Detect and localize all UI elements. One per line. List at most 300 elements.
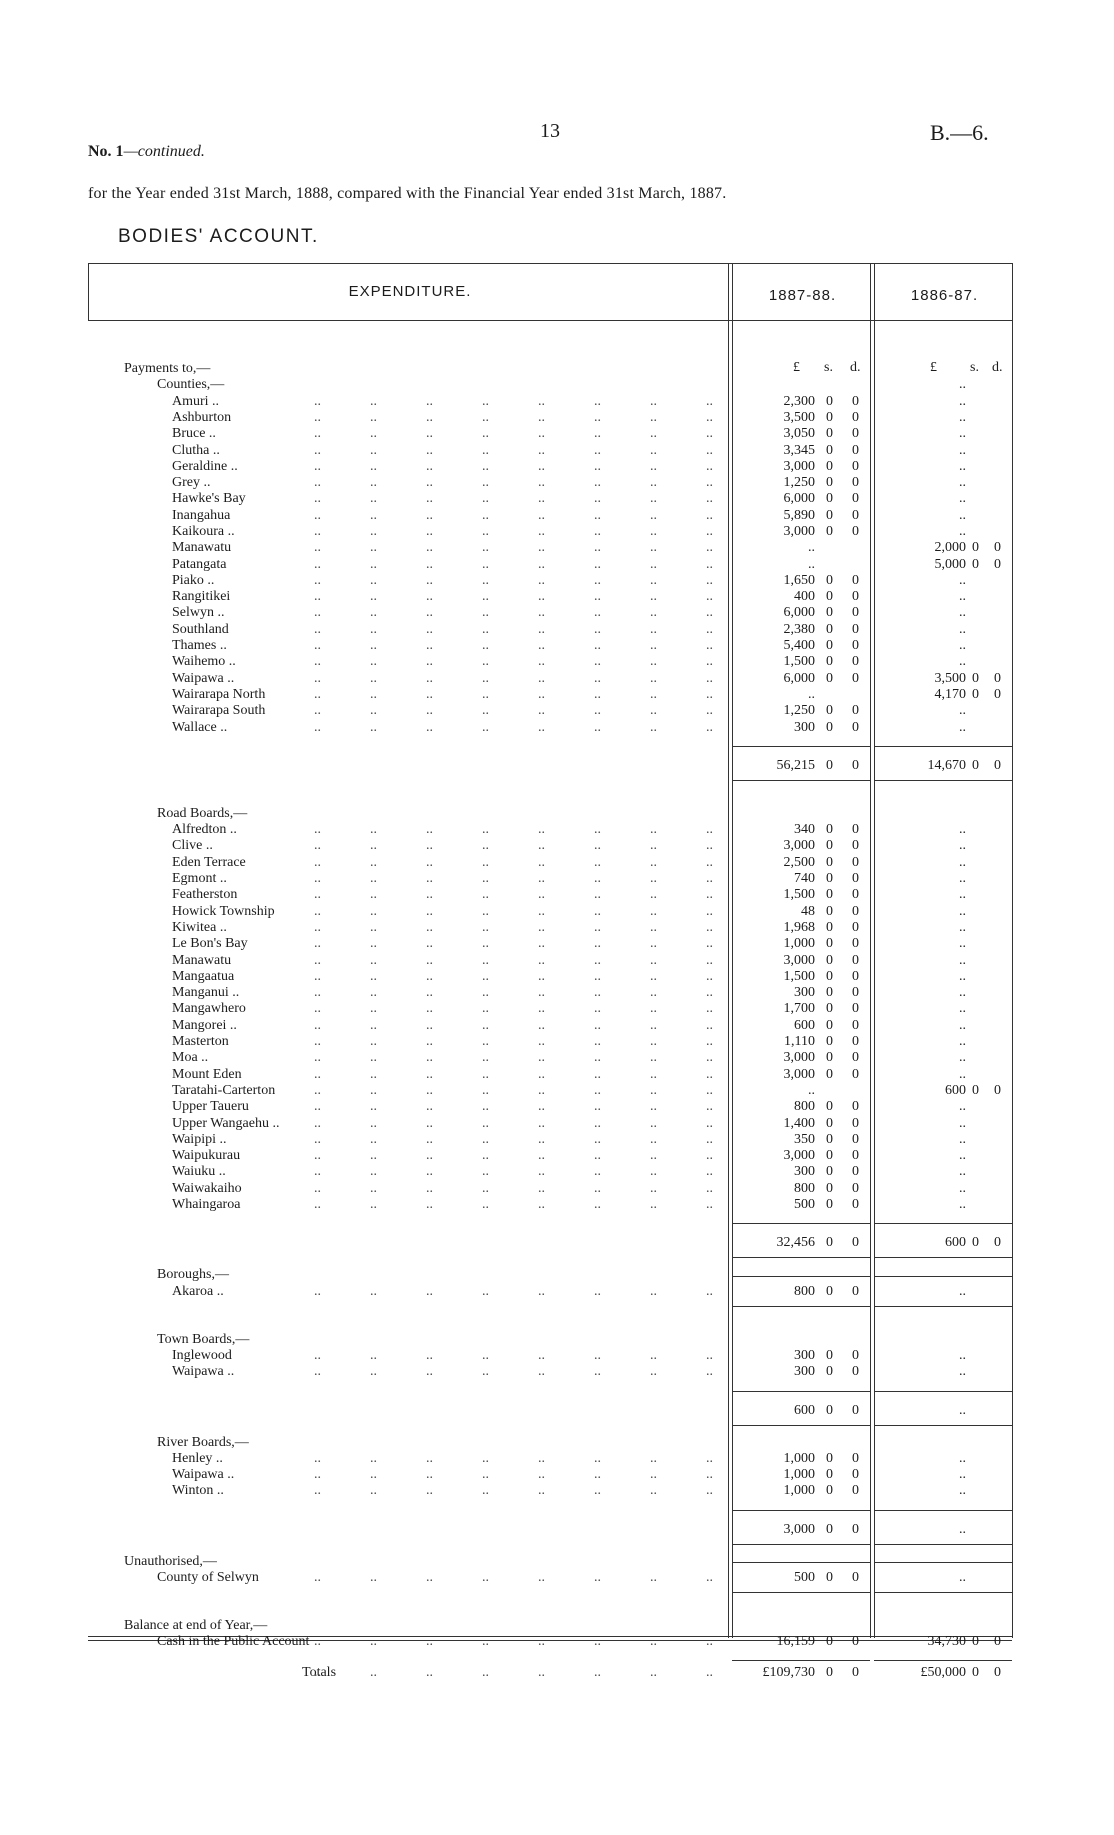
amount-1887-pounds: 1,000 <box>783 936 815 951</box>
amount-1887-pounds: 48 <box>801 904 815 919</box>
leader-dots <box>314 671 720 687</box>
amount-1887-pence: 0 <box>852 410 859 425</box>
subtotal-rule <box>732 1223 870 1224</box>
row-label: Alfredton .. <box>172 822 237 837</box>
amount-1887-pounds: 3,000 <box>783 838 815 853</box>
amount-1886-pounds: .. <box>959 1483 966 1498</box>
unit-shilling-2: s. <box>970 360 979 375</box>
table-row <box>0 1034 1114 1050</box>
amount-1887-shillings: 0 <box>826 638 833 653</box>
amount-1886-pounds: .. <box>959 1197 966 1212</box>
row-label: Kaikoura .. <box>172 524 235 539</box>
continued-word: —continued. <box>123 143 205 160</box>
amount-1886-pounds: 34,730 <box>927 1634 966 1649</box>
unit-pence-1: d. <box>850 360 861 375</box>
amount-1886-shillings: 0 <box>972 687 979 702</box>
row-label: Grey .. <box>172 475 211 490</box>
amount-1887-shillings: 0 <box>826 589 833 604</box>
leader-dots <box>314 524 720 540</box>
row-label: Egmont .. <box>172 871 227 886</box>
amount-1887-pounds: 1,000 <box>783 1467 815 1482</box>
row-label: Waipukurau <box>172 1148 241 1163</box>
amount-1887-pounds: .. <box>808 540 815 555</box>
table-row <box>0 887 1114 903</box>
row-label: Road Boards,— <box>157 806 248 821</box>
amount-1887-pence: 0 <box>852 1451 859 1466</box>
row-label: Piako .. <box>172 573 215 588</box>
subtotal-under-rule <box>874 1425 1012 1426</box>
amount-1887-pounds: 340 <box>794 822 815 837</box>
table-row <box>0 1099 1114 1115</box>
row-label: Cash in the Public Account <box>157 1634 310 1649</box>
amount-1886-pounds: .. <box>959 573 966 588</box>
amount-1886-pounds: .. <box>959 1181 966 1196</box>
leader-dots <box>314 720 720 736</box>
table-row <box>0 1050 1114 1066</box>
amount-1887-pence: 0 <box>852 1050 859 1065</box>
amount-1886-pounds: .. <box>959 936 966 951</box>
amount-1887-pounds: 2,500 <box>783 855 815 870</box>
subtotal-row <box>0 1522 1114 1538</box>
amount-1887-pounds: 2,380 <box>783 622 815 637</box>
row-label: Waipawa .. <box>172 671 235 686</box>
amount-1887-pence: 0 <box>852 1164 859 1179</box>
leader-dots <box>314 573 720 589</box>
amount-1887-shillings: 0 <box>826 887 833 902</box>
document-reference: B.—6. <box>930 120 989 145</box>
amount-1887-pounds: 16,159 <box>776 1634 815 1649</box>
amount-1886-pounds: .. <box>959 1148 966 1163</box>
amount-1887-pence: 0 <box>852 838 859 853</box>
row-label: Bruce .. <box>172 426 216 441</box>
table-row <box>0 1164 1114 1180</box>
table-row <box>0 654 1114 670</box>
table-row <box>0 1018 1114 1034</box>
table-row <box>0 720 1114 736</box>
subtitle: for the Year ended 31st March, 1888, compared with the Financial Year ended 31st March, 1887. <box>88 185 727 202</box>
amount-1887-shillings: 0 <box>826 1522 833 1537</box>
amount-1887-shillings: 0 <box>826 573 833 588</box>
amount-1887-pounds: 1,500 <box>783 969 815 984</box>
amount-1887-pounds: 3,000 <box>783 1522 815 1537</box>
amount-1886-pounds: .. <box>959 953 966 968</box>
amount-1886-pounds: .. <box>959 589 966 604</box>
table-row <box>0 1148 1114 1164</box>
leader-dots <box>314 1018 720 1034</box>
row-label: Boroughs,— <box>157 1267 229 1282</box>
row-label: Winton .. <box>172 1483 224 1498</box>
row-label: Inangahua <box>172 508 231 523</box>
table-row <box>0 1001 1114 1017</box>
amount-1886-pounds: .. <box>959 605 966 620</box>
row-label: Selwyn .. <box>172 605 225 620</box>
table-row <box>0 1116 1114 1132</box>
table-left-rule <box>88 263 89 320</box>
amount-1886-pounds: .. <box>959 622 966 637</box>
table-row <box>0 985 1114 1001</box>
row-label: Payments to,— <box>124 361 211 376</box>
amount-1887-pence: 0 <box>852 871 859 886</box>
amount-1887-pounds: 3,000 <box>783 459 815 474</box>
leader-dots <box>314 443 720 459</box>
row-label: Clutha .. <box>172 443 220 458</box>
amount-1887-pounds: 3,050 <box>783 426 815 441</box>
table-row <box>0 969 1114 985</box>
amount-1886-pounds: .. <box>959 1116 966 1131</box>
row-label: Howick Township <box>172 904 275 919</box>
subtotal-under-rule <box>732 1592 870 1593</box>
continued-heading <box>88 143 205 161</box>
amount-1886-pounds: .. <box>959 426 966 441</box>
amount-1887-shillings: 0 <box>826 1451 833 1466</box>
amount-1886-pounds: .. <box>959 871 966 886</box>
amount-1887-pounds: 300 <box>794 1348 815 1363</box>
amount-1886-pounds: .. <box>959 1001 966 1016</box>
amount-1887-pence: 0 <box>852 887 859 902</box>
amount-1887-pence: 0 <box>852 671 859 686</box>
table-row <box>0 1451 1114 1467</box>
row-label: Rangitikei <box>172 589 231 604</box>
table-row <box>0 1083 1114 1099</box>
amount-1887-pence: 0 <box>852 953 859 968</box>
amount-1887-pounds: 300 <box>794 1164 815 1179</box>
amount-1886-pounds: .. <box>959 838 966 853</box>
amount-1887-pence: 0 <box>852 720 859 735</box>
amount-1886-pounds: 3,500 <box>934 671 966 686</box>
amount-1887-pence: 0 <box>852 1364 859 1379</box>
leader-dots <box>314 475 720 491</box>
row-label: Waipawa .. <box>172 1467 235 1482</box>
amount-1887-pence: 0 <box>852 1197 859 1212</box>
row-label: Unauthorised,— <box>124 1554 217 1569</box>
continued-number: No. 1 <box>88 143 124 160</box>
leader-dots <box>314 871 720 887</box>
amount-1887-shillings: 0 <box>826 1483 833 1498</box>
unit-pound-2: £ <box>930 360 937 375</box>
leader-dots <box>314 1050 720 1066</box>
subtotal-rule <box>874 1391 1012 1392</box>
amount-1887-pence: 0 <box>852 1403 859 1418</box>
leader-dots <box>314 1665 720 1681</box>
leader-dots <box>314 557 720 573</box>
amount-1887-pence: 0 <box>852 573 859 588</box>
amount-1886-pounds: .. <box>959 524 966 539</box>
amount-1887-pounds: 5,890 <box>783 508 815 523</box>
amount-1887-shillings: 0 <box>826 855 833 870</box>
amount-1887-pounds: 800 <box>794 1099 815 1114</box>
leader-dots <box>314 904 720 920</box>
subtotal-under-rule <box>732 1544 870 1545</box>
table-row <box>0 1332 1114 1348</box>
amount-1887-pence: 0 <box>852 1467 859 1482</box>
subtotal-under-rule <box>874 1257 1012 1258</box>
amount-1886-pounds: .. <box>959 1284 966 1299</box>
amount-1887-pounds: 1,250 <box>783 703 815 718</box>
table-row <box>0 1618 1114 1634</box>
amount-1887-shillings: 0 <box>826 491 833 506</box>
amount-1887-pence: 0 <box>852 622 859 637</box>
amount-1886-shillings: 0 <box>972 1634 979 1649</box>
amount-1887-pence: 0 <box>852 1348 859 1363</box>
amount-1887-pence: 0 <box>852 1116 859 1131</box>
amount-1886-pence: 0 <box>994 557 1001 572</box>
row-label: County of Selwyn <box>157 1570 259 1585</box>
amount-1887-shillings: 0 <box>826 671 833 686</box>
row-label: Wairarapa South <box>172 703 266 718</box>
table-row <box>0 1348 1114 1364</box>
amount-1887-pence: 0 <box>852 1148 859 1163</box>
table-row <box>0 671 1114 687</box>
amount-1887-pence: 0 <box>852 1181 859 1196</box>
amount-1887-pence: 0 <box>852 703 859 718</box>
amount-1887-pounds: 800 <box>794 1181 815 1196</box>
amount-1887-pence: 0 <box>852 1067 859 1082</box>
leader-dots <box>314 1001 720 1017</box>
subtotal-under-rule <box>874 1592 1012 1593</box>
amount-1887-pence: 0 <box>852 855 859 870</box>
subtotal-rule <box>732 1510 870 1511</box>
amount-1887-shillings: 0 <box>826 936 833 951</box>
amount-1887-pounds: 350 <box>794 1132 815 1147</box>
amount-1887-pounds: 300 <box>794 1364 815 1379</box>
amount-1887-shillings: 0 <box>826 1164 833 1179</box>
amount-1887-shillings: 0 <box>826 1067 833 1082</box>
header-year-1887-88: 1887-88. <box>768 287 837 304</box>
amount-1887-shillings: 0 <box>826 904 833 919</box>
leader-dots <box>314 1164 720 1180</box>
leader-dots <box>314 459 720 475</box>
amount-1887-shillings: 0 <box>826 1284 833 1299</box>
amount-1887-shillings: 0 <box>826 459 833 474</box>
table-row <box>0 524 1114 540</box>
amount-1886-pounds: 600 <box>945 1083 966 1098</box>
row-label: Waipawa .. <box>172 1364 235 1379</box>
amount-1886-pence: 0 <box>994 1083 1001 1098</box>
leader-dots <box>314 855 720 871</box>
amount-1887-shillings: 0 <box>826 985 833 1000</box>
amount-1886-shillings: 0 <box>972 1235 979 1250</box>
amount-1887-pounds: 300 <box>794 720 815 735</box>
table-row <box>0 904 1114 920</box>
table-row <box>0 953 1114 969</box>
amount-1886-pounds: .. <box>959 1132 966 1147</box>
amount-1887-pence: 0 <box>852 508 859 523</box>
leader-dots <box>314 1483 720 1499</box>
amount-1887-pounds: 3,500 <box>783 410 815 425</box>
subtotal-under-rule <box>732 780 870 781</box>
amount-1886-pounds: .. <box>959 703 966 718</box>
leader-dots <box>314 410 720 426</box>
amount-1887-pence: 0 <box>852 1018 859 1033</box>
amount-1886-shillings: 0 <box>972 1665 979 1680</box>
leader-dots <box>314 605 720 621</box>
amount-1887-shillings: 0 <box>826 1403 833 1418</box>
leader-dots <box>314 687 720 703</box>
amount-1887-shillings: 0 <box>826 524 833 539</box>
amount-1886-pounds: .. <box>959 1364 966 1379</box>
amount-1886-pounds: .. <box>959 1034 966 1049</box>
amount-1887-shillings: 0 <box>826 1348 833 1363</box>
amount-1887-pence: 0 <box>852 1570 859 1585</box>
amount-1887-pence: 0 <box>852 1522 859 1537</box>
section-title: BODIES' ACCOUNT. <box>118 226 319 247</box>
row-label: Featherston <box>172 887 238 902</box>
amount-1886-pounds: .. <box>959 443 966 458</box>
table-row <box>0 920 1114 936</box>
row-label: Waihemo .. <box>172 654 236 669</box>
table-row <box>0 589 1114 605</box>
amount-1887-pounds: 1,700 <box>783 1001 815 1016</box>
amount-1887-shillings: 0 <box>826 1364 833 1379</box>
amount-1887-shillings: 0 <box>826 953 833 968</box>
row-label: Taratahi-Carterton <box>172 1083 276 1098</box>
amount-1886-pounds: .. <box>959 822 966 837</box>
amount-1887-shillings: 0 <box>826 1665 833 1680</box>
subtotal-row <box>0 1235 1114 1251</box>
amount-1887-shillings: 0 <box>826 720 833 735</box>
amount-1887-shillings: 0 <box>826 1116 833 1131</box>
amount-1887-shillings: 0 <box>826 838 833 853</box>
leader-dots <box>314 589 720 605</box>
table-row <box>0 394 1114 410</box>
leader-dots <box>314 1364 720 1380</box>
amount-1886-pounds: £50,000 <box>920 1665 966 1680</box>
amount-1887-pence: 0 <box>852 904 859 919</box>
row-label: Whaingaroa <box>172 1197 241 1212</box>
unit-pence-2: d. <box>992 360 1003 375</box>
amount-1887-pence: 0 <box>852 475 859 490</box>
boxed-top-rule <box>874 1562 1012 1563</box>
table-row <box>0 491 1114 507</box>
amount-1887-shillings: 0 <box>826 1034 833 1049</box>
amount-1887-pence: 0 <box>852 605 859 620</box>
table-row <box>0 1467 1114 1483</box>
subtotal-under-rule <box>732 1306 870 1307</box>
amount-1887-shillings: 0 <box>826 1570 833 1585</box>
amount-1887-shillings: 0 <box>826 1467 833 1482</box>
leader-dots <box>314 1451 720 1467</box>
amount-1887-pence: 0 <box>852 459 859 474</box>
amount-1886-pounds: .. <box>959 887 966 902</box>
amount-1887-shillings: 0 <box>826 1050 833 1065</box>
row-label: Henley .. <box>172 1451 223 1466</box>
amount-1887-shillings: 0 <box>826 920 833 935</box>
amount-1886-pounds: .. <box>959 491 966 506</box>
leader-dots <box>314 491 720 507</box>
table-row <box>0 557 1114 573</box>
amount-1887-shillings: 0 <box>826 1099 833 1114</box>
boxed-top-rule <box>732 1276 870 1277</box>
table-row <box>0 622 1114 638</box>
amount-1887-shillings: 0 <box>826 822 833 837</box>
subtotal-rule <box>732 746 870 747</box>
amount-1886-shillings: 0 <box>972 671 979 686</box>
amount-1887-shillings: 0 <box>826 1001 833 1016</box>
amount-1887-pounds: 1,500 <box>783 887 815 902</box>
leader-dots <box>314 1034 720 1050</box>
amount-1887-pounds: .. <box>808 557 815 572</box>
leader-dots <box>314 638 720 654</box>
amount-1886-pounds: .. <box>959 1348 966 1363</box>
row-label: Mangaatua <box>172 969 235 984</box>
amount-1886-pounds: .. <box>959 638 966 653</box>
amount-1887-pence: 0 <box>852 1034 859 1049</box>
totals-row <box>0 1665 1114 1681</box>
row-label: Mangorei .. <box>172 1018 237 1033</box>
row-label: Upper Taueru <box>172 1099 249 1114</box>
amount-1887-pounds: .. <box>808 687 815 702</box>
table-row <box>0 1634 1114 1650</box>
amount-1887-pounds: 500 <box>794 1570 815 1585</box>
amount-1886-pounds: .. <box>959 410 966 425</box>
table-row <box>0 361 1114 377</box>
row-label: Mangawhero <box>172 1001 246 1016</box>
table-row <box>0 936 1114 952</box>
subtotal-under-rule <box>874 1544 1012 1545</box>
amount-1887-pence: 0 <box>852 920 859 935</box>
amount-1886-pence: 0 <box>994 1235 1001 1250</box>
amount-1887-shillings: 0 <box>826 410 833 425</box>
amount-1887-pounds: 3,000 <box>783 953 815 968</box>
row-label: Manawatu <box>172 953 232 968</box>
amount-1886-pence: 0 <box>994 1634 1001 1649</box>
row-label: Mount Eden <box>172 1067 242 1082</box>
subtotal-under-rule <box>732 1257 870 1258</box>
unit-shilling-1: s. <box>824 360 833 375</box>
amount-1887-shillings: 0 <box>826 622 833 637</box>
table-row <box>0 1132 1114 1148</box>
amount-1887-pence: 0 <box>852 758 859 773</box>
leader-dots <box>314 920 720 936</box>
amount-1887-pence: 0 <box>852 1132 859 1147</box>
amount-1887-shillings: 0 <box>826 1148 833 1163</box>
row-label: Hawke's Bay <box>172 491 246 506</box>
leader-dots <box>314 1467 720 1483</box>
leader-dots <box>314 969 720 985</box>
amount-1887-pounds: 1,500 <box>783 654 815 669</box>
amount-1886-shillings: 0 <box>972 557 979 572</box>
amount-1887-shillings: 0 <box>826 394 833 409</box>
leader-dots <box>314 1083 720 1099</box>
amount-1887-pence: 0 <box>852 638 859 653</box>
amount-1886-pounds: .. <box>959 459 966 474</box>
amount-1886-pounds: .. <box>959 1467 966 1482</box>
amount-1887-pounds: 400 <box>794 589 815 604</box>
table-row <box>0 508 1114 524</box>
table-row <box>0 605 1114 621</box>
amount-1887-pence: 0 <box>852 936 859 951</box>
row-label: Akaroa .. <box>172 1284 224 1299</box>
row-label: Ashburton <box>172 410 232 425</box>
table-row <box>0 1570 1114 1586</box>
amount-1887-pounds: 600 <box>794 1018 815 1033</box>
row-label: Waiwakaiho <box>172 1181 242 1196</box>
amount-1886-pounds: 14,670 <box>927 758 966 773</box>
amount-1887-pounds: 6,000 <box>783 671 815 686</box>
subtotal-row <box>0 758 1114 774</box>
amount-1886-pounds: 4,170 <box>934 687 966 702</box>
subtotal-under-rule <box>874 1306 1012 1307</box>
table-row <box>0 1197 1114 1213</box>
amount-1887-pounds: 1,400 <box>783 1116 815 1131</box>
amount-1887-shillings: 0 <box>826 969 833 984</box>
subtotal-row <box>0 1403 1114 1419</box>
amount-1887-pounds: 56,215 <box>776 758 815 773</box>
amount-1886-pounds: .. <box>959 1018 966 1033</box>
leader-dots <box>314 540 720 556</box>
leader-dots <box>314 1634 720 1650</box>
leader-dots <box>314 1570 720 1586</box>
